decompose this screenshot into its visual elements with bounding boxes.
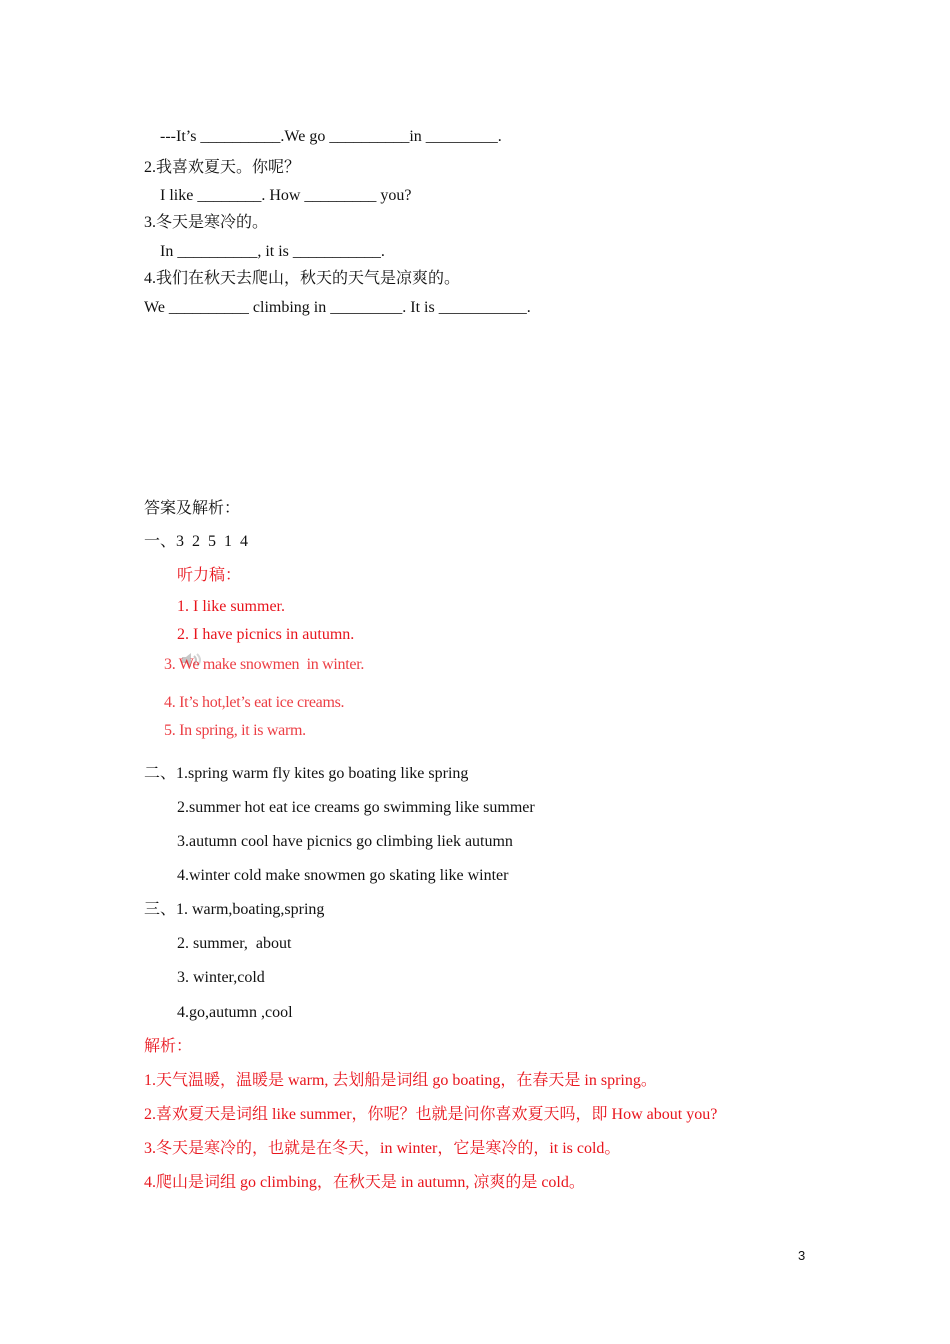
- page-number: 3: [798, 1248, 806, 1263]
- part3-line-3: 3. winter,cold: [177, 969, 265, 986]
- analysis-line-3: 3.冬天是寒冷的，也就是在冬天，in winter，它是寒冷的，it is cold。: [144, 1140, 621, 1157]
- part3-line-4: 4.go,autumn ,cool: [177, 1004, 293, 1021]
- analysis-line-2: 2.喜欢夏天是词组 like summer，你呢？也就是问你喜欢夏天吗，即 How about you?: [144, 1106, 718, 1123]
- transcript-line-5: 5. In spring, it is warm.: [164, 722, 306, 739]
- part2-line-3: 3.autumn cool have picnics go climbing liek autumn: [177, 833, 513, 850]
- q3-prompt: 3.冬天是寒冷的。: [144, 214, 269, 231]
- part2-line-4: 4.winter cold make snowmen go skating like winter: [177, 867, 509, 884]
- part2-line-2: 2.summer hot eat ice creams go swimming like summer: [177, 799, 535, 816]
- q2-prompt: 2.我喜欢夏天。你呢？: [144, 159, 301, 176]
- analysis-line-1: 1.天气温暖，温暖是 warm, 去划船是词组 go boating，在春天是 in spring。: [144, 1072, 657, 1089]
- q3-line: In __________, it is ___________.: [160, 243, 385, 260]
- q4-prompt: 4.我们在秋天去爬山，秋天的天气是凉爽的。: [144, 270, 461, 287]
- transcript-line-3: 3. We make snowmen in winter.: [164, 656, 365, 673]
- transcript-heading: 听力稿：: [177, 567, 242, 584]
- q4-line: We __________ climbing in _________. It is ___________.: [144, 299, 531, 316]
- q2-line: I like ________. How _________ you?: [160, 187, 412, 204]
- transcript-line-2: 2. I have picnics in autumn.: [177, 626, 355, 643]
- transcript-line-1: 1. I like summer.: [177, 598, 285, 615]
- q1-answer-line: ---It’s __________.We go __________in _________.: [160, 128, 502, 145]
- analysis-heading: 解析：: [144, 1038, 193, 1055]
- part3-line-2: 2. summer, about: [177, 935, 292, 952]
- transcript-line-4: 4. It’s hot,let’s eat ice creams.: [164, 694, 345, 711]
- part1-answers: 一、3 2 5 1 4: [144, 533, 249, 550]
- answers-heading: 答案及解析：: [144, 500, 241, 517]
- part2-line-1: 二、1.spring warm fly kites go boating like spring: [144, 765, 469, 782]
- part3-line-1: 三、1. warm,boating,spring: [144, 901, 325, 918]
- analysis-line-4: 4.爬山是词组 go climbing，在秋天是 in autumn, 凉爽的是 cold。: [144, 1174, 585, 1191]
